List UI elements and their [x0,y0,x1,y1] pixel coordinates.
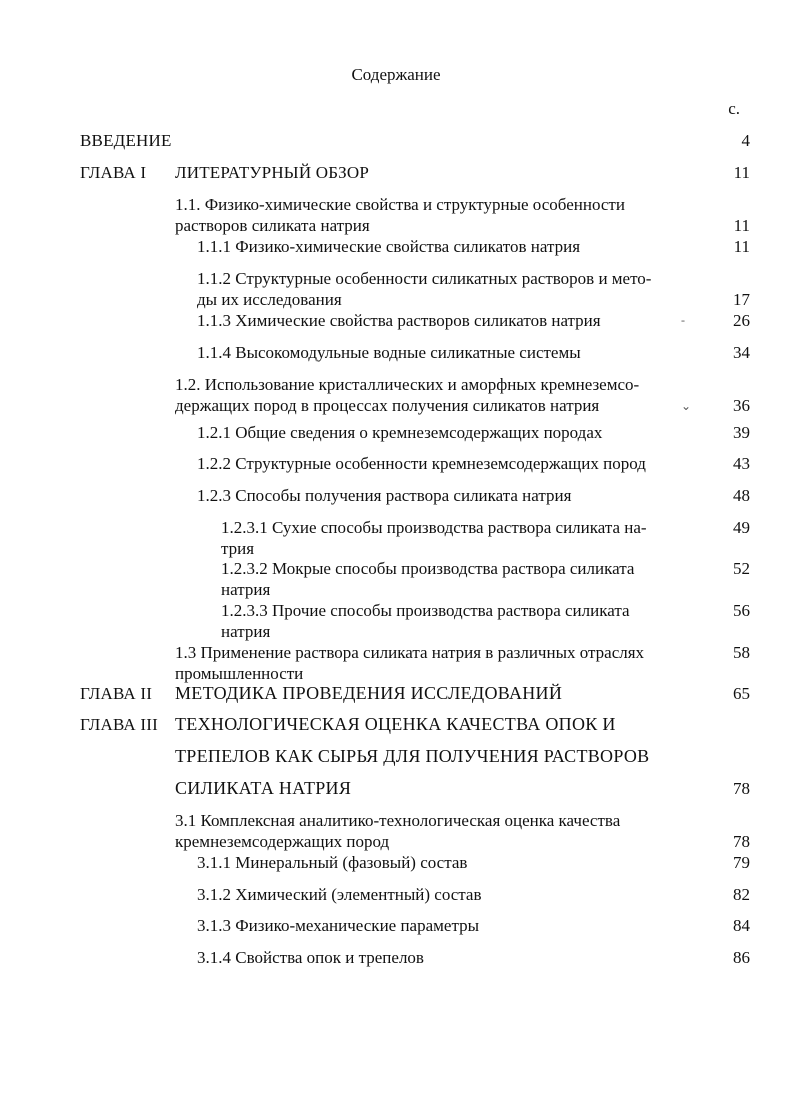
toc-1-1-2-line2[interactable]: ды их исследования [197,290,342,309]
page-title: Содержание [351,65,441,84]
toc-1-2-3-3-line1[interactable]: 1.2.3.3 Прочие способы производства раствора силиката [221,601,630,620]
toc-1-2-3-2-line2[interactable]: натрия [221,580,271,599]
toc-1-2-1-page: 39 [733,423,750,442]
toc-1-1-1[interactable]: 1.1.1 Физико-химические свойства силикатов натрия [197,237,581,256]
toc-1-1-1-page: 11 [733,237,750,256]
toc-3-1-2-page: 82 [733,885,750,904]
toc-3-1-1[interactable]: 3.1.1 Минеральный (фазовый) состав [197,853,468,872]
toc-1-1-2-page: 17 [733,290,750,309]
toc-1-2-3-1-line2[interactable]: трия [221,539,255,558]
toc-3-1-line1[interactable]: 3.1 Комплексная аналитико-технологическая оценка качества [175,811,621,830]
toc-1-1-line1[interactable]: 1.1. Физико-химические свойства и структурные особенности [175,195,625,214]
toc-1-1-3[interactable]: 1.1.3 Химические свойства растворов силикатов натрия [197,311,601,330]
toc-1-2-3-1-line1[interactable]: 1.2.3.1 Сухие способы производства раствора силиката на- [221,518,647,537]
toc-ch3-title-line3[interactable]: СИЛИКАТА НАТРИЯ [175,778,352,798]
toc-1-1-line2[interactable]: растворов силиката натрия [175,216,370,235]
toc-1-1-3-page: 26 [733,311,750,330]
toc-intro-label[interactable]: ВВЕДЕНИЕ [80,131,172,150]
scan-mark: - [681,313,685,327]
toc-1-2-3-3-line2[interactable]: натрия [221,622,271,641]
toc-1-3-line1[interactable]: 1.3 Применение раствора силиката натрия в различных отраслях [175,643,645,662]
toc-1-2-3-3-page: 56 [733,601,750,620]
toc-1-2-3-2-page: 52 [733,559,750,578]
toc-3-1-page: 78 [733,832,750,851]
scan-mark: ⌄ [681,399,692,413]
toc-ch1-label: ГЛАВА I [80,163,147,182]
toc-1-3-line2[interactable]: промышленности [175,664,304,683]
toc-1-2-1[interactable]: 1.2.1 Общие сведения о кремнеземсодержащих породах [197,423,603,442]
toc-ch1-title[interactable]: ЛИТЕРАТУРНЫЙ ОБЗОР [175,163,370,182]
toc-ch1-page: 11 [733,163,750,182]
toc-1-1-page: 11 [733,216,750,235]
toc-1-2-2[interactable]: 1.2.2 Структурные особенности кремнеземсодержащих пород [197,454,646,473]
toc-3-1-line2[interactable]: кремнеземсодержащих пород [175,832,390,851]
toc-1-2-3-1-page: 49 [733,518,750,537]
toc-ch3-page: 78 [733,779,750,798]
toc-1-2-3-2-line1[interactable]: 1.2.3.2 Мокрые способы производства раствора силиката [221,559,635,578]
toc-1-3-page: 58 [733,643,750,662]
toc-1-1-2-line1[interactable]: 1.1.2 Структурные особенности силикатных растворов и мето- [197,269,652,288]
toc-1-1-4-page: 34 [733,343,750,362]
toc-ch3-label: ГЛАВА III [80,715,158,734]
toc-intro-page: 4 [741,131,750,150]
page-column-label: с. [728,99,740,118]
toc-ch3-title-line2[interactable]: ТРЕПЕЛОВ КАК СЫРЬЯ ДЛЯ ПОЛУЧЕНИЯ РАСТВОРОВ [175,746,650,766]
toc-1-2-line2[interactable]: держащих пород в процессах получения силикатов натрия [175,396,600,415]
toc-1-2-3-page: 48 [733,486,750,505]
toc-1-1-4[interactable]: 1.1.4 Высокомодульные водные силикатные системы [197,343,581,362]
toc-3-1-3[interactable]: 3.1.3 Физико-механические параметры [197,916,480,935]
toc-ch2-page: 65 [733,684,750,703]
toc-ch2-label: ГЛАВА II [80,684,153,703]
toc-3-1-2[interactable]: 3.1.2 Химический (элементный) состав [197,885,482,904]
toc-1-2-2-page: 43 [733,454,750,473]
toc-3-1-4[interactable]: 3.1.4 Свойства опок и трепелов [197,948,424,967]
toc-3-1-4-page: 86 [733,948,750,967]
toc-1-2-page: 36 [733,396,750,415]
toc-1-2-3[interactable]: 1.2.3 Способы получения раствора силиката натрия [197,486,572,505]
toc-1-2-line1[interactable]: 1.2. Использование кристаллических и аморфных кремнеземсо- [175,375,640,394]
toc-3-1-1-page: 79 [733,853,750,872]
toc-ch3-title-line1[interactable]: ТЕХНОЛОГИЧЕСКАЯ ОЦЕНКА КАЧЕСТВА ОПОК И [175,714,616,734]
toc-ch2-title[interactable]: МЕТОДИКА ПРОВЕДЕНИЯ ИССЛЕДОВАНИЙ [175,683,563,703]
toc-3-1-3-page: 84 [733,916,750,935]
